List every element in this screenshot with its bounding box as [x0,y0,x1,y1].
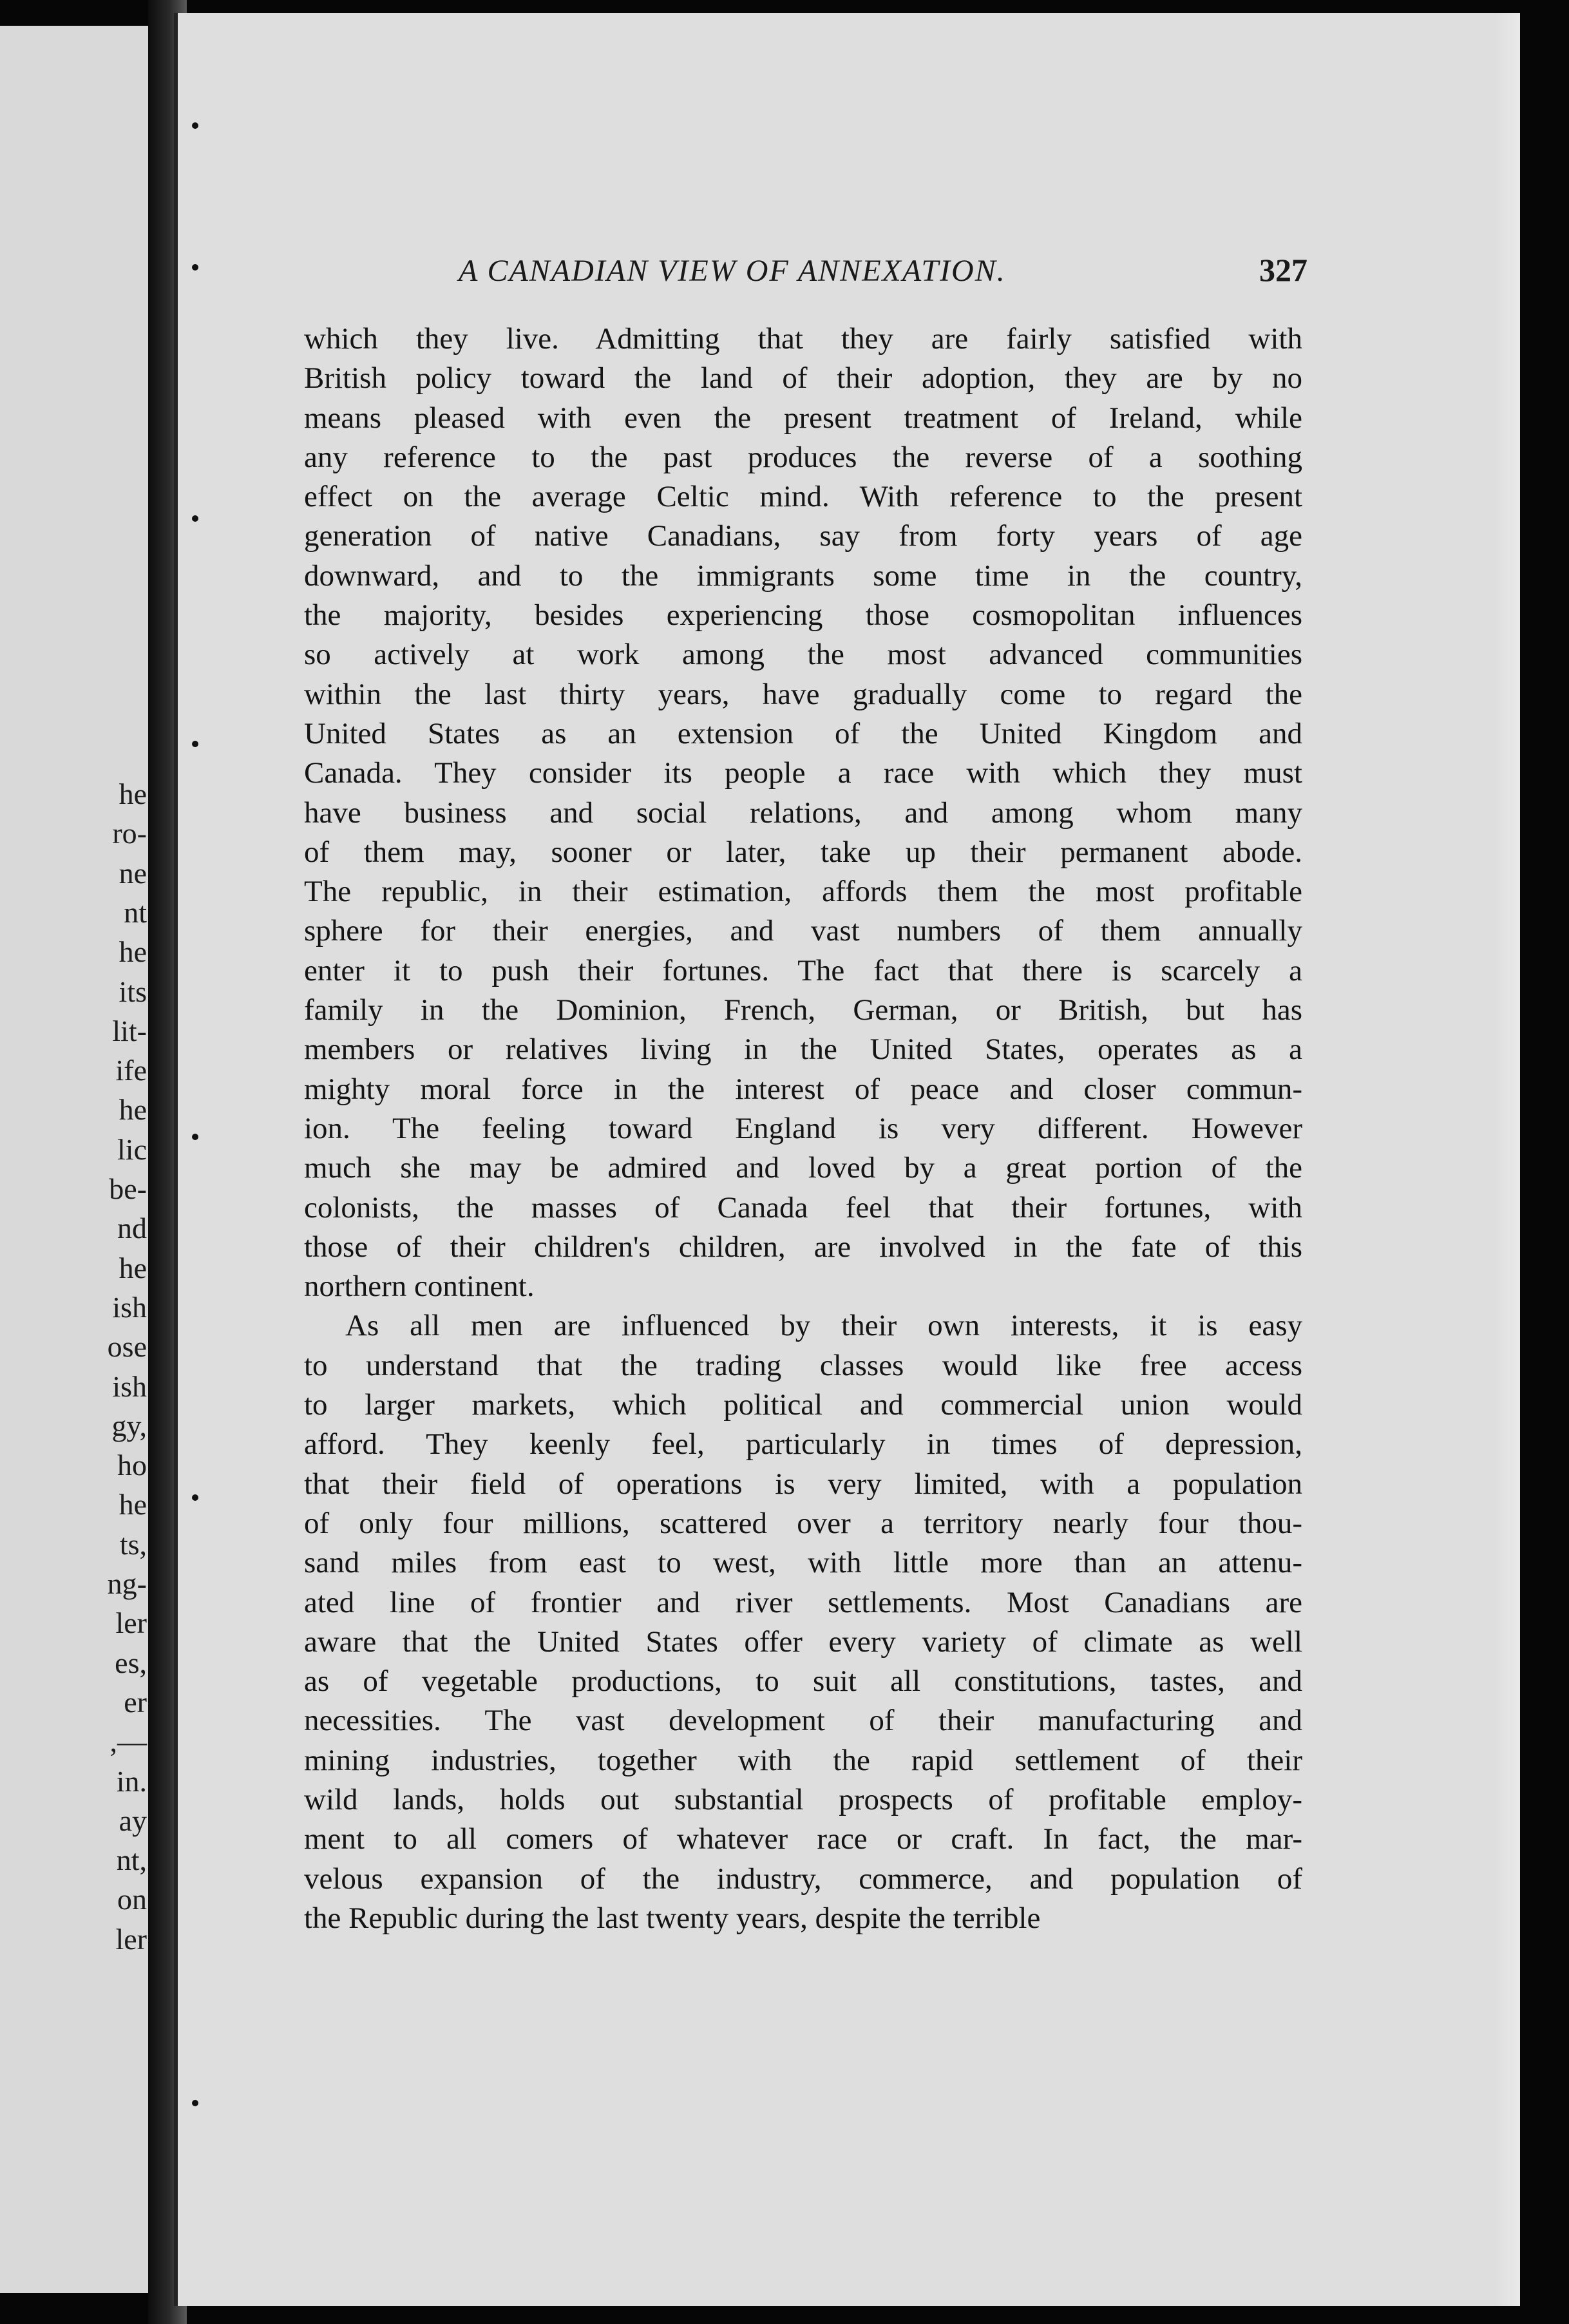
text-line: that their field of operations is very limited, with a population [304,1467,1302,1501]
text-line: ated line of frontier and river settlements. Most Canadians are [304,1585,1302,1619]
fragment-line: ng- [107,1567,147,1600]
text-line: sphere for their energies, and vast numbers of them annually [304,914,1302,948]
text-line: means pleased with even the present treatment of Ireland, while [304,401,1302,435]
text-line: any reference to the past produces the reverse of a soothing [304,440,1302,474]
text-line: members or relatives living in the United States, operates as a [304,1033,1302,1067]
fragment-line: ish [112,1369,147,1403]
text-line: The republic, in their estimation, affords them the most profitable [304,875,1302,909]
text-line: ment to all comers of whatever race or craft. In fact, the mar- [304,1822,1302,1856]
fragment-line: he [119,1093,147,1127]
running-title: A CANADIAN VIEW OF ANNEXATION. [459,254,1006,288]
text-line: which they live. Admitting that they are fairly satisfied with [304,322,1302,356]
text-line: northern continent. [304,1270,535,1304]
text-line: so actively at work among the most advanced communities [304,638,1302,672]
fragment-line: ler [115,1922,147,1956]
text-line: velous expansion of the industry, commerce, and population of [304,1862,1302,1896]
fragment-line: nd [117,1212,147,1245]
fragment-line: es, [115,1646,147,1679]
text-line: have business and social relations, and among whom many [304,795,1302,830]
fragment-line: gy, [111,1409,147,1442]
text-line: those of their children's children, are involved in the fate of this [304,1230,1302,1264]
text-line: United States as an extension of the United Kingdom and [304,716,1302,750]
fragment-line: on [117,1883,147,1916]
text-line: of them may, sooner or later, take up their permanent abode. [304,835,1302,869]
text-line: the majority, besides experiencing those cosmopolitan influences [304,598,1302,633]
fragment-line: he [119,1251,147,1284]
text-line: colonists, the masses of Canada feel that their fortunes, with [304,1190,1302,1224]
binding-hole-mark [192,1134,198,1140]
text-line: As all men are influenced by their own interests, it is easy [345,1309,1302,1343]
text-line: within the last thirty years, have gradually come to regard the [304,677,1302,711]
text-line: British policy toward the land of their adoption, they are by no [304,361,1302,395]
text-line: mining industries, together with the rapid settlement of their [304,1743,1302,1777]
text-line: family in the Dominion, French, German, or British, but has [304,993,1302,1027]
fragment-line: its [119,975,147,1008]
fragment-line: ts, [119,1527,147,1561]
fragment-line: ish [112,1290,147,1324]
binding-hole-mark [192,741,198,747]
fragment-line: ho [117,1449,147,1482]
fragment-line: lic [117,1132,147,1166]
fragment-line: nt [124,895,147,929]
fragment-line: ay [119,1804,147,1837]
text-line: the Republic during the last twenty years, despite the terrible [304,1901,1041,1935]
fragment-line: he [119,1488,147,1521]
text-line: much she may be admired and loved by a great portion of the [304,1151,1302,1185]
text-line: necessities. The vast development of their manufacturing and [304,1704,1302,1738]
binding-hole-mark [192,515,198,522]
fragment-line: ne [119,856,147,890]
text-line: effect on the average Celtic mind. With reference to the present [304,480,1302,514]
fragment-line: he [119,935,147,969]
fragment-line: er [124,1685,147,1719]
fragment-line: ife [115,1054,147,1087]
text-line: of only four millions, scattered over a territory nearly four thou- [304,1506,1302,1540]
text-line: downward, and to the immigrants some time in the country, [304,558,1302,593]
text-line: mighty moral force in the interest of peace and closer commun- [304,1072,1302,1106]
fragment-line: ose [107,1330,147,1364]
fragment-line: nt, [116,1843,147,1877]
text-line: to larger markets, which political and commercial union would [304,1388,1302,1422]
previous-page-fragment [0,26,161,2293]
body-text [304,319,1302,1938]
fragment-line: ,— [109,1725,147,1758]
fragment-line: he [119,777,147,810]
text-line: as of vegetable productions, to suit all constitutions, tastes, and [304,1664,1302,1699]
fragment-line: ler [115,1606,147,1640]
binding-hole-mark [192,2100,198,2106]
fragment-line: in. [116,1764,147,1798]
fragment-line: lit- [112,1014,147,1047]
text-line: aware that the United States offer every variety of climate as well [304,1624,1302,1659]
text-line: wild lands, holds out substantial prospects of profitable employ- [304,1782,1302,1816]
binding-hole-mark [192,122,198,129]
binding-hole-mark [192,1494,198,1501]
fragment-line: be- [109,1172,147,1205]
fragment-line: ro- [112,817,147,850]
text-line: ion. The feeling toward England is very different. However [304,1111,1302,1145]
text-line: Canada. They consider its people a race with which they must [304,756,1302,790]
text-line: enter it to push their fortunes. The fact that there is scarcely a [304,953,1302,987]
text-line: to understand that the trading classes would like free access [304,1348,1302,1382]
text-line: generation of native Canadians, say from forty years of age [304,519,1302,553]
text-line: afford. They keenly feel, particularly in times of depression, [304,1427,1302,1462]
binding-hole-mark [192,264,198,271]
running-head [283,251,1308,290]
page-number: 327 [1259,252,1308,288]
text-line: sand miles from east to west, with little more than an attenu- [304,1546,1302,1580]
